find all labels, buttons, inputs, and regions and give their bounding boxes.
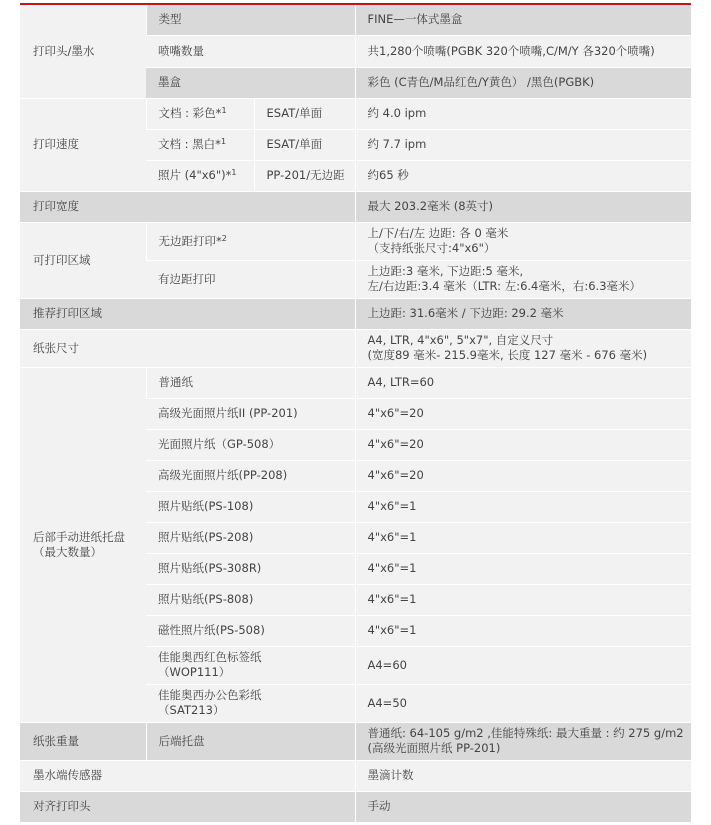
width-label: 打印宽度 [20, 191, 355, 222]
tray-item-name: 光面照片纸（GP-508） [146, 429, 355, 460]
area-borderless-value: 上/下/右/左 边距: 各 0 毫米 （支持纸张尺寸:4"x6"） [355, 222, 691, 260]
speed-doc-black-value: 约 7.7 ipm [355, 129, 691, 160]
tray-item-value: 4"x6"=20 [355, 429, 691, 460]
tray-item-value: 4"x6"=1 [355, 615, 691, 646]
tray-item-value: A4=60 [355, 646, 691, 684]
tray-item-name: 高级光面照片纸(PP-208) [146, 460, 355, 491]
speed-label: 打印速度 [20, 98, 146, 191]
tray-label: 后部手动进纸托盘 （最大数量） [20, 367, 146, 722]
speed-doc-black-label: 文档 : 黑白*$^1$ [146, 129, 254, 160]
printhead-ink-value: 彩色 (C青色/M品红色/Y黄色） /黑色(PGBK) [355, 67, 691, 98]
weight-sub-label: 后端托盘 [146, 722, 355, 760]
tray-item-name: 照片贴纸(PS-808) [146, 584, 355, 615]
tray-item-value: 4"x6"=20 [355, 460, 691, 491]
weight-label: 纸张重量 [20, 722, 146, 760]
tray-item-value: A4=50 [355, 684, 691, 722]
weight-value: 普通纸: 64-105 g/m2 ,佳能特殊纸: 最大重量 : 约 275 g/m2 (高级光面照片纸 PP-201) [355, 722, 691, 760]
tray-item-value: 4"x6"=1 [355, 491, 691, 522]
tray-item-value: 4"x6"=1 [355, 553, 691, 584]
width-value: 最大 203.2毫米 (8英寸) [355, 191, 691, 222]
tray-item-value: 4"x6"=20 [355, 398, 691, 429]
tray-item-name: 照片贴纸(PS-308R) [146, 553, 355, 584]
area-bordered-label: 有边距打印 [146, 260, 355, 298]
spec-row [20, 367, 691, 398]
spec-row [20, 760, 691, 791]
recommended-value: 上边距: 31.6毫米 / 下边距: 29.2 毫米 [355, 298, 691, 329]
tray-item-name: 高级光面照片纸II (PP-201) [146, 398, 355, 429]
printhead-nozzles-label: 喷嘴数量 [146, 35, 355, 67]
tray-item-name: 照片贴纸(PS-108) [146, 491, 355, 522]
tray-item-name: 照片贴纸(PS-208) [146, 522, 355, 553]
area-bordered-value: 上边距:3 毫米, 下边距:5 毫米, 左/右边距:3.4 毫米（LTR: 左:6.4毫米，右:6.3毫米） [355, 260, 691, 298]
area-label: 可打印区域 [20, 222, 146, 298]
sensor-value: 墨滴计数 [355, 760, 691, 791]
tray-item-name: 磁性照片纸(PS-508) [146, 615, 355, 646]
area-borderless-label: 无边距打印*$^2$ [146, 222, 355, 260]
tray-item-name: 佳能奥西办公色彩纸 （SAT213） [146, 684, 355, 722]
spec-row [20, 191, 691, 222]
tray-item-name: 佳能奥西红色标签纸 （WOP111） [146, 646, 355, 684]
align-label: 对齐打印头 [20, 791, 355, 822]
tray-item-name: 普通纸 [146, 367, 355, 398]
align-value: 手动 [355, 791, 691, 822]
paper-size-label: 纸张尺寸 [20, 329, 355, 367]
printhead-nozzles-value: 共1,280个喷嘴(PGBK 320个喷嘴,C/M/Y 各320个喷嘴) [355, 35, 691, 67]
printhead-label: 打印头/墨水 [20, 4, 146, 98]
spec-table [20, 3, 691, 823]
tray-item-value: A4, LTR=60 [355, 367, 691, 398]
spec-row [20, 298, 691, 329]
recommended-label: 推荐打印区域 [20, 298, 355, 329]
sensor-label: 墨水端传感器 [20, 760, 355, 791]
printhead-type-label: 类型 [146, 4, 355, 35]
speed-doc-black-std: ESAT/单面 [254, 129, 355, 160]
spec-row [20, 222, 691, 260]
speed-photo-value: 约65 秒 [355, 160, 691, 191]
tray-item-value: 4"x6"=1 [355, 584, 691, 615]
spec-row [20, 722, 691, 760]
speed-photo-std: PP-201/无边距 [254, 160, 355, 191]
printhead-type-value: FINE—一体式墨盒 [355, 4, 691, 35]
spec-row [20, 329, 691, 367]
spec-row [20, 4, 691, 35]
spec-row [20, 791, 691, 822]
speed-doc-color-value: 约 4.0 ipm [355, 98, 691, 129]
speed-photo-label: 照片 (4"x6")*$^1$ [146, 160, 254, 191]
printhead-ink-label: 墨盒 [146, 67, 355, 98]
tray-item-value: 4"x6"=1 [355, 522, 691, 553]
speed-doc-color-label: 文档 : 彩色*$^1$ [146, 98, 254, 129]
spec-row [20, 98, 691, 129]
paper-size-value: A4, LTR, 4"x6", 5"x7", 自定义尺寸 (宽度89 毫米- 215.9毫米, 长度 127 毫米 - 676 毫米) [355, 329, 691, 367]
speed-doc-color-std: ESAT/单面 [254, 98, 355, 129]
